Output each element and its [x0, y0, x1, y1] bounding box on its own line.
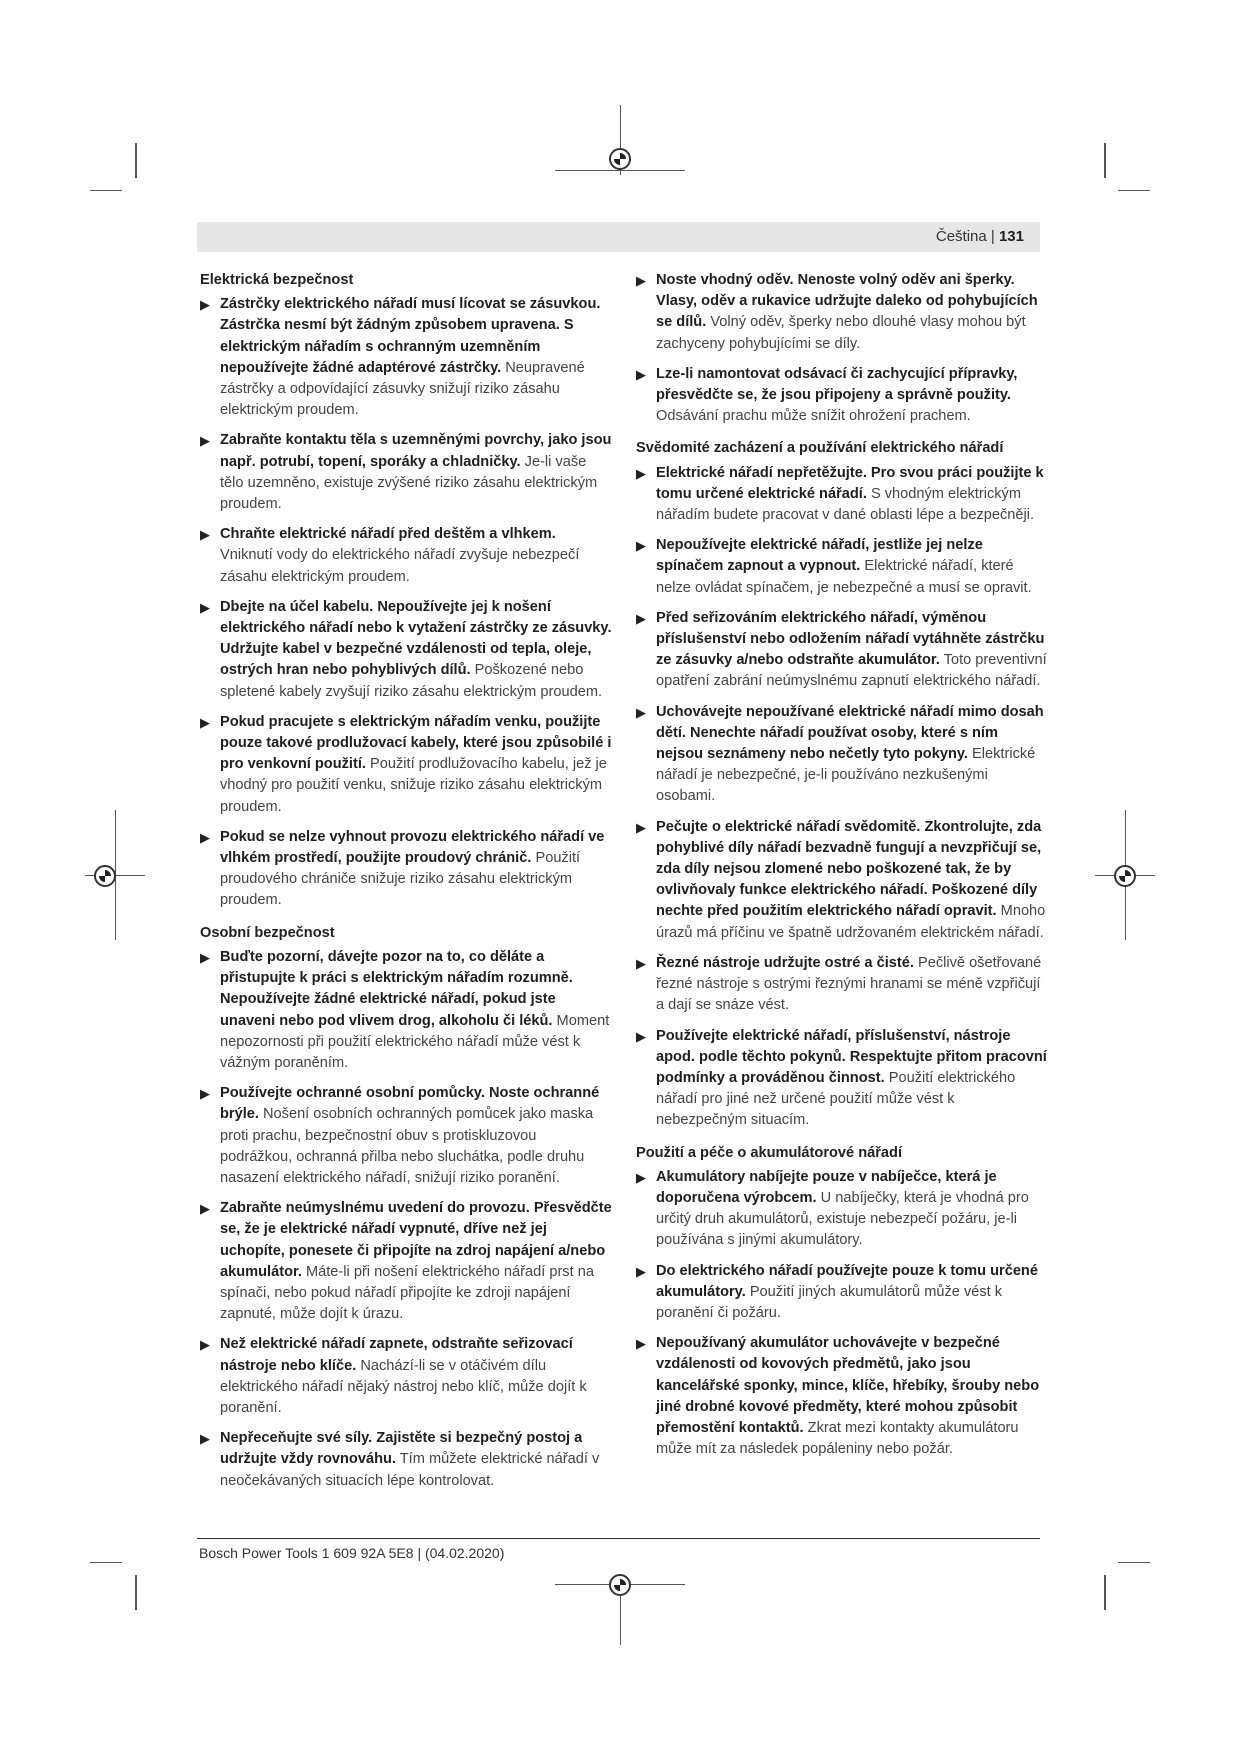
registration-mark-icon: [609, 148, 631, 170]
item-instruction: Pokud se nelze vyhnout provozu elektrického nářadí ve vlhkém prostředí, použijte proudový chránič.: [220, 828, 605, 867]
item-instruction: Akumulátory nabíjejte pouze v nabíječce, která je doporučena výrobcem.: [656, 1168, 997, 1206]
bullet-arrow-icon: ▶: [636, 538, 646, 554]
list-item: [636, 463, 1048, 527]
list-item: [636, 270, 1048, 355]
item-explanation: Použití elektrického nářadí pro jiné než určené použití může vést k nebezpečným situacím.: [656, 1069, 1016, 1129]
item-instruction: Před seřizováním elektrického nářadí, výměnou příslušenství nebo odložením nářadí vytáhněte zástrčku ze zásuvky a/nebo odstraňte akumulátor.: [656, 609, 1045, 669]
item-instruction: Zabraňte kontaktu těla s uzemněnými povrchy, jako jsou např. potrubí, topení, sporáky a chladničky.: [220, 432, 612, 470]
registration-mark-icon: [609, 1574, 631, 1596]
item-instruction: Než elektrické nářadí zapnete, odstraňte seřizovací nástroje nebo klíče.: [220, 1336, 573, 1374]
item-explanation: Nošení osobních ochranných pomůcek jako maska proti prachu, bezpečnostní obuv s protiskluzovou podrážkou, ochranná přilba nebo sluchátka, podle druhu nasazení elektrického nářadí, snižují riziko poranění.: [220, 1106, 594, 1186]
list-item: [200, 1198, 612, 1325]
item-instruction: Nepoužívaný akumulátor uchovávejte v bezpečné vzdálenosti od kovových předmětů, jako jsou kancelářské sponky, mince, klíče, hřebíky, šrouby nebo jiné drobné kovové předměty, které mohou způsobit přemostění kontaktů.: [656, 1335, 1040, 1436]
item-instruction: Používejte ochranné osobní pomůcky. Noste ochranné brýle.: [220, 1085, 600, 1123]
item-explanation: Mnoho úrazů má příčinu ve špatně udržovaném elektrickém nářadí.: [656, 903, 1046, 941]
list-item: [200, 294, 612, 421]
item-instruction: Zástrčky elektrického nářadí musí lícovat se zásuvkou. Zástrčka nesmí být žádným způsobem upravena. S elektrickým nářadím s ochranným uzemněním nepoužívejte žádné adaptérové zástrčky.: [220, 296, 601, 376]
item-explanation: Toto preventivní opatření zabrání neúmyslnému zapnutí elektrického nářadí.: [656, 652, 1047, 690]
section-title: Použití a péče o akumulátorové nářadí: [636, 1144, 903, 1161]
crop-mark: [135, 1575, 137, 1610]
item-instruction: Řezné nástroje udržujte ostré a čisté.: [656, 954, 914, 971]
list-item: [636, 364, 1048, 428]
item-instruction: Uchovávejte nepoužívané elektrické nářadí mimo dosah dětí. Nenechte nářadí používat osoby, které s ním nejsou seznámeny nebo nečetly tyto pokyny.: [656, 703, 1044, 763]
item-explanation: Zkrat mezi kontakty akumulátoru může mít za následek popáleniny nebo požár.: [656, 1419, 1019, 1458]
item-instruction: Pečujte o elektrické nářadí svědomitě. Zkontrolujte, zda pohyblivé díly nářadí bezvadně fungují a nevzpřičují se, zda díly nejsou zlomené nebo poškozené tak, že by ovlivňovaly funkce elektrického nářadí. Poškozené díly nechte před použitím elektrického nářadí opravit.: [656, 818, 1042, 920]
list-item: [200, 430, 612, 515]
list-item: [200, 1334, 612, 1419]
item-instruction: Lze-li namontovat odsávací či zachycující přípravky, přesvědčte se, že jsou připojeny a správně použity.: [656, 365, 1018, 404]
bullet-arrow-icon: ▶: [636, 819, 646, 835]
item-explanation: Elektrické nářadí je nebezpečné, je-li používáno nezkušenými osobami.: [656, 746, 1036, 805]
item-instruction: Dbejte na účel kabelu. Nepoužívejte jej k nošení elektrického nářadí nebo k vytažení zástrčky ze zásuvky. Udržujte kabel v bezpečné vzdálenosti od tepla, oleje, ostrých hran nebo pohyblivých dílů.: [220, 598, 612, 679]
crop-mark: [1118, 1562, 1150, 1563]
list-item: [200, 524, 612, 588]
item-explanation: Je-li vaše tělo uzemněno, existuje zvýšené riziko zásahu elektrickým proudem.: [220, 453, 598, 513]
item-instruction: Používejte elektrické nářadí, příslušenství, nástroje apod. podle těchto pokynů. Respektujte přitom pracovní podmínky a prováděnou činnost.: [656, 1027, 1047, 1086]
bullet-arrow-icon: ▶: [200, 1201, 210, 1217]
bullet-arrow-icon: ▶: [636, 465, 646, 481]
list-item: [636, 817, 1048, 944]
item-instruction: Do elektrického nářadí používejte pouze k tomu určené akumulátory.: [656, 1262, 1038, 1300]
item-explanation: U nabíječky, která je vhodná pro určitý druh akumulátorů, existuje nebezpečí požáru, je-li používána s jinými akumulátory.: [656, 1189, 1029, 1249]
bullet-arrow-icon: ▶: [200, 949, 210, 965]
item-explanation: Použití prodlužovacího kabelu, jež je vhodný pro použití venku, snižuje riziko zásahu elektrickým proudem.: [220, 756, 607, 815]
item-explanation: Máte-li při nošení elektrického nářadí prst na spínači, nebo pokud nářadí připojíte ke zdroji napájení zapnuté, může dojít k úrazu.: [220, 1263, 594, 1323]
item-explanation: Použití jiných akumulátorů může vést k poranění či požáru.: [656, 1283, 1003, 1321]
item-instruction: Chraňte elektrické nářadí před deštěm a vlhkem.: [220, 526, 556, 543]
item-explanation: Vniknutí vody do elektrického nářadí zvyšuje nebezpečí zásahu elektrickým proudem.: [220, 547, 580, 585]
bullet-arrow-icon: ▶: [200, 1431, 210, 1447]
bullet-arrow-icon: ▶: [636, 366, 646, 382]
item-explanation: Použití proudového chrániče snižuje riziko zásahu elektrickým proudem.: [220, 850, 581, 909]
item-instruction: Buďte pozorní, dávejte pozor na to, co děláte a přistupujte k práci s elektrickým nářadím rozumně. Nepoužívejte žádné elektrické nářadí, pokud jste unaveni nebo pod vlivem drog, alkoholu či léků.: [220, 948, 573, 1029]
bullet-arrow-icon: ▶: [200, 714, 210, 730]
page-number: 131: [998, 228, 1024, 245]
bullet-arrow-icon: ▶: [636, 1336, 646, 1352]
footer-text: Bosch Power Tools 1 609 92A 5E8 | (04.02.2020): [199, 1545, 505, 1561]
bullet-arrow-icon: ▶: [636, 1028, 646, 1044]
header-language: Čeština: [935, 228, 987, 245]
left-column: [200, 270, 612, 1501]
item-explanation: Nachází-li se v otáčivém dílu elektrického nářadí nějaký nástroj nebo klíč, může dojít k poranění.: [220, 1357, 587, 1416]
item-explanation: Volný oděv, šperky nebo dlouhé vlasy mohou být zachyceny pohybujícími se díly.: [656, 314, 1026, 352]
list-item: [636, 535, 1048, 599]
item-instruction: Pokud pracujete s elektrickým nářadím venku, použijte pouze takové prodlužovací kabely, které jsou způsobilé i pro venkovní použití.: [220, 713, 612, 773]
bullet-arrow-icon: ▶: [636, 1263, 646, 1279]
list-item: [636, 1333, 1048, 1460]
bullet-arrow-icon: ▶: [200, 829, 210, 845]
crop-mark: [135, 143, 137, 178]
item-instruction: Nepoužívejte elektrické nářadí, jestliže jej nelze spínačem zapnout a vypnout.: [656, 537, 983, 575]
item-explanation: Pečlivě ošetřované řezné nástroje s ostrými řeznými hranami se méně vzpřičují a dají se snáze vést.: [656, 954, 1042, 1014]
item-explanation: S vhodným elektrickým nářadím budete pracovat v dané oblasti lépe a bezpečněji.: [656, 485, 1035, 524]
header-separator: |: [990, 228, 995, 245]
bullet-arrow-icon: ▶: [636, 610, 646, 626]
footer-divider: [197, 1538, 1040, 1539]
bullet-arrow-icon: ▶: [636, 273, 646, 288]
registration-mark-icon: [1114, 865, 1136, 887]
bullet-arrow-icon: ▶: [200, 297, 210, 313]
bullet-arrow-icon: ▶: [200, 1337, 210, 1353]
item-explanation: Moment nepozornosti při použití elektrického nářadí může vést k vážným poraněním.: [220, 1012, 610, 1071]
section-title: Elektrická bezpečnost: [200, 272, 354, 288]
header-label: [936, 228, 1024, 245]
crop-mark: [90, 1562, 122, 1563]
list-item: [636, 608, 1048, 693]
item-explanation: Elektrické nářadí, které nelze ovládat spínačem, je nebezpečné a musí se opravit.: [656, 558, 1032, 596]
item-instruction: Noste vhodný oděv. Nenoste volný oděv ani šperky. Vlasy, oděv a rukavice udržujte daleko od pohybujících se dílů.: [656, 272, 1038, 331]
list-item: [200, 827, 612, 912]
section-title: Svědomité zacházení a používání elektrického nářadí: [636, 440, 1004, 457]
bullet-arrow-icon: ▶: [636, 1169, 646, 1185]
item-instruction: Elektrické nářadí nepřetěžujte. Pro svou práci použijte k tomu určené elektrické nářadí.: [656, 464, 1044, 502]
list-item: [200, 947, 612, 1074]
item-explanation: Poškozené nebo spletené kabely zvyšují riziko zásahu elektrickým proudem.: [220, 662, 603, 700]
bullet-arrow-icon: ▶: [636, 704, 646, 720]
crop-mark: [90, 190, 122, 191]
registration-mark-icon: [94, 865, 116, 887]
crop-mark: [1118, 190, 1150, 191]
bullet-arrow-icon: ▶: [200, 599, 210, 615]
list-item: [200, 712, 612, 818]
item-explanation: Neupravené zástrčky a odpovídající zásuvky snižují riziko zásahu elektrickým proudem.: [220, 359, 585, 419]
list-item: [200, 1083, 612, 1189]
bullet-arrow-icon: ▶: [200, 527, 210, 543]
list-item: [636, 1167, 1048, 1252]
page-header: [197, 222, 1040, 252]
bullet-arrow-icon: ▶: [200, 433, 210, 449]
crop-mark: [555, 170, 685, 171]
item-instruction: Nepřeceňujte své síly. Zajistěte si bezpečný postoj a udržujte vždy rovnováhu.: [220, 1430, 583, 1468]
list-item: [636, 702, 1048, 808]
crop-mark: [1104, 143, 1106, 178]
list-item: [636, 1026, 1048, 1132]
item-instruction: Zabraňte neúmyslnému uvedení do provozu. Přesvědčte se, že je elektrické nářadí vypnuté, dříve než jej uchopíte, ponesete či připojíte na zdroj napájení a/nebo akumulátor.: [220, 1200, 612, 1280]
list-item: [636, 953, 1048, 1017]
list-item: [636, 1261, 1048, 1325]
list-item: [200, 597, 612, 703]
crop-mark: [1104, 1575, 1106, 1610]
bullet-arrow-icon: ▶: [200, 1086, 210, 1102]
bullet-arrow-icon: ▶: [636, 955, 646, 971]
item-explanation: Odsávání prachu může snížit ohrožení prachem.: [656, 408, 971, 425]
section-title: Osobní bezpečnost: [200, 924, 335, 941]
item-explanation: Tím můžete elektrické nářadí v neočekávaných situacích lépe kontrolovat.: [220, 1451, 600, 1489]
list-item: [200, 1428, 612, 1492]
right-column: [636, 270, 1048, 1469]
